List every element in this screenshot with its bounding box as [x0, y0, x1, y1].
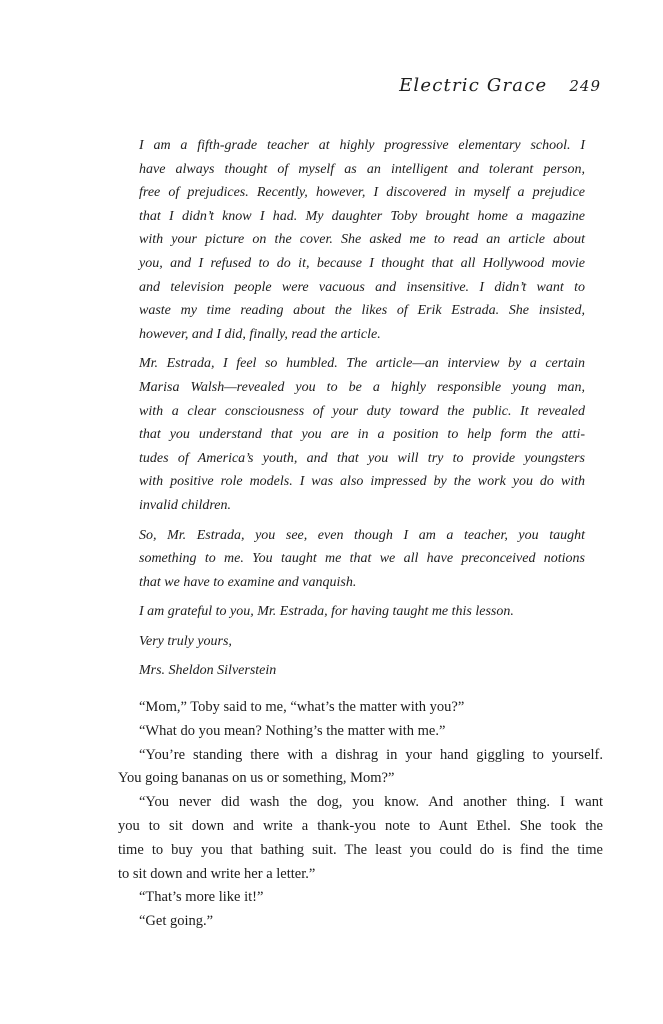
text-line: Mrs. Sheldon Silverstein: [139, 663, 277, 679]
text-line: with positive role models. I was also impressed by the work you do with: [139, 474, 585, 490]
text-line: “Get going.”: [139, 913, 214, 930]
running-head: [399, 75, 601, 96]
dialogue-paragraph: [118, 791, 603, 886]
dialogue-text: [118, 696, 603, 934]
text-line: So, Mr. Estrada, you see, even though I am a teacher, you taught: [139, 527, 585, 543]
text-line: and television people were vacuous and insensitive. I didn’t want to: [139, 279, 585, 295]
letter-paragraph: [139, 352, 585, 517]
text-line: waste my time reading about the likes of Erik Estrada. She insisted,: [139, 303, 585, 319]
text-line: that you understand that you are in a position to help form the atti-: [139, 427, 585, 443]
text-line: time to buy you that bathing suit. The least you could do is find the time: [118, 841, 603, 858]
dialogue-paragraph: [118, 886, 603, 910]
letter-paragraph: [139, 134, 585, 346]
text-line: Very truly yours,: [139, 633, 232, 649]
text-line: that we have to examine and vanquish.: [139, 574, 357, 590]
text-line: free of prejudices. Recently, however, I discovered in myself a prejudice: [139, 185, 585, 201]
text-line: I am grateful to you, Mr. Estrada, for having taught me this lesson.: [139, 604, 514, 620]
running-head-title: Electric Grace: [399, 75, 548, 96]
text-line: you, and I refused to do it, because I thought that all Hollywood movie: [139, 255, 585, 271]
text-line: that I didn’t know I had. My daughter Toby brought home a magazine: [139, 208, 585, 224]
dialogue-paragraph: [118, 744, 603, 792]
text-line: I am a fifth-grade teacher at highly progressive elementary school. I: [139, 138, 585, 153]
text-line: with your picture on the cover. She asked me to read an article about: [139, 232, 585, 248]
text-line: invalid children.: [139, 497, 232, 513]
page-number: 249: [569, 77, 601, 95]
text-line: “You’re standing there with a dishrag in your hand giggling to yourself.: [139, 746, 603, 763]
text-line: Marisa Walsh—revealed you to be a highly responsible young man,: [139, 379, 585, 395]
text-line: Mr. Estrada, I feel so humbled. The article—an interview by a certain: [139, 356, 585, 372]
letter-paragraph: [139, 600, 585, 624]
letter-excerpt: [139, 134, 585, 689]
text-line: You going bananas on us or something, Mom?”: [118, 770, 395, 787]
text-line: tudes of America’s youth, and that you will try to provide youngsters: [139, 450, 585, 466]
text-line: with a clear consciousness of your duty toward the public. It revealed: [139, 403, 585, 419]
text-line: to sit down and write her a letter.”: [118, 865, 316, 882]
text-line: “What do you mean? Nothing’s the matter with me.”: [139, 722, 446, 739]
text-line: “You never did wash the dog, you know. And another thing. I want: [139, 794, 603, 811]
letter-paragraph: [139, 524, 585, 595]
dialogue-paragraph: [118, 696, 603, 720]
dialogue-paragraph: [118, 720, 603, 744]
letter-paragraph: [139, 630, 585, 654]
text-line: something to me. You taught me that we all have preconceived notions: [139, 551, 585, 567]
text-line: “That’s more like it!”: [139, 889, 264, 906]
letter-paragraph: [139, 659, 585, 683]
text-line: you to sit down and write a thank-you note to Aunt Ethel. She took the: [118, 817, 603, 834]
text-line: “Mom,” Toby said to me, “what’s the matter with you?”: [139, 699, 465, 715]
dialogue-paragraph: [118, 910, 603, 934]
text-line: have always thought of myself as an intelligent and tolerant person,: [139, 161, 585, 177]
text-line: however, and I did, finally, read the article.: [139, 326, 381, 342]
